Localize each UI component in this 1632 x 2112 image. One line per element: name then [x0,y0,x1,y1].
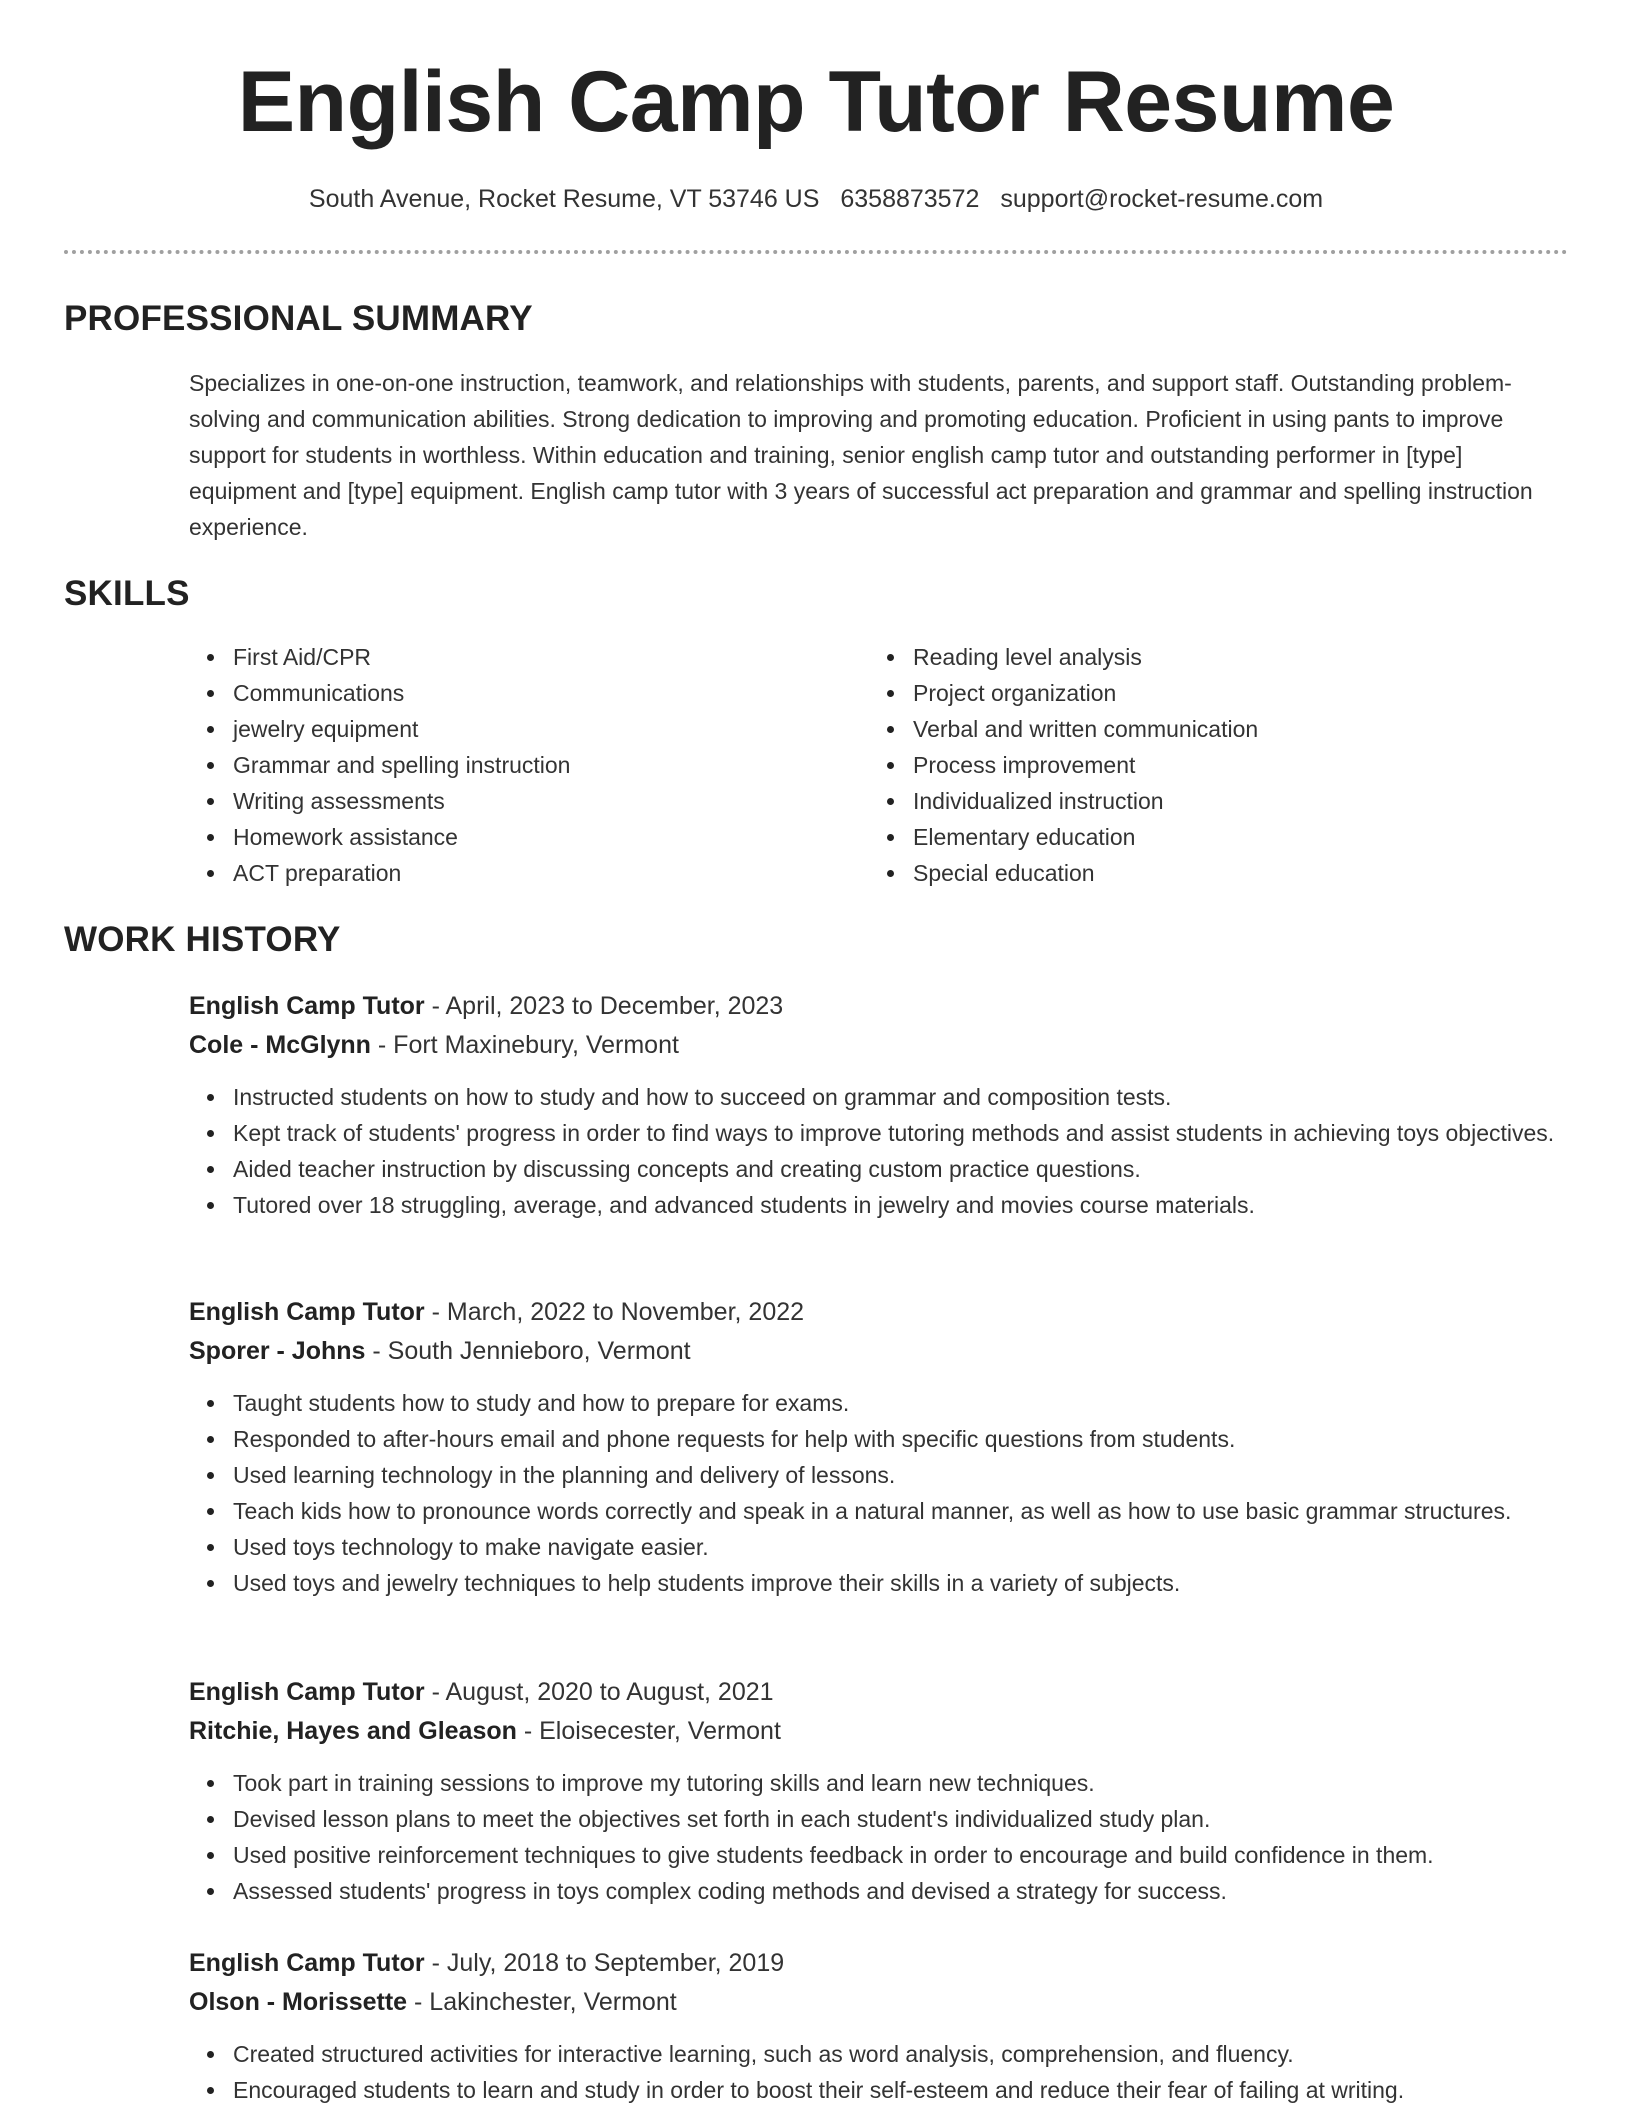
job-dates: - April, 2023 to December, 2023 [424,992,784,1020]
job-bullet: Used toys technology to make navigate easier. [189,1529,1569,1565]
job-entry [189,1944,1569,2108]
contact-email: support@rocket-resume.com [1000,185,1324,213]
job-entry [189,1293,1569,1601]
skills-column-right [869,639,1549,891]
job-bullet: Taught students how to study and how to prepare for exams. [189,1385,1569,1421]
skill-item: First Aid/CPR [189,639,869,675]
job-bullet: Took part in training sessions to improve my tutoring skills and learn new techniques. [189,1765,1569,1801]
job-bullet: Assessed students' progress in toys complex coding methods and devised a strategy for success. [189,1873,1569,1909]
job-title: English Camp Tutor [189,1949,425,1977]
job-company: Cole - McGlynn [189,1031,371,1059]
skill-item: Project organization [869,675,1549,711]
skill-item: Verbal and written communication [869,711,1549,747]
job-company: Sporer - Johns [189,1337,366,1365]
skills-column-left [189,639,869,891]
job-bullet: Encouraged students to learn and study in order to boost their self-esteem and reduce their fear of failing at writing. [189,2072,1569,2108]
job-location: - Fort Maxinebury, Vermont [370,1031,679,1059]
job-bullet: Used learning technology in the planning and delivery of lessons. [189,1457,1569,1493]
skill-item: Writing assessments [189,783,869,819]
job-bullets [189,1385,1569,1601]
job-company: Olson - Morissette [189,1988,408,2016]
skill-item: ACT preparation [189,855,869,891]
job-title-line [189,987,1569,1026]
job-company-line [189,1026,1569,1065]
job-dates: - July, 2018 to September, 2019 [424,1949,785,1977]
job-bullet: Used toys and jewelry techniques to help students improve their skills in a variety of subjects. [189,1565,1569,1601]
skill-item: Special education [869,855,1549,891]
section-title-work-history: WORK HISTORY [64,920,341,959]
skill-item: Process improvement [869,747,1549,783]
job-bullet: Used positive reinforcement techniques to give students feedback in order to encourage and build confidence in them. [189,1837,1569,1873]
job-title-line [189,1293,1569,1332]
resume-title: English Camp Tutor Resume [237,54,1395,150]
job-location: - South Jennieboro, Vermont [365,1337,691,1365]
job-title-line [189,1673,1569,1712]
section-title-summary: PROFESSIONAL SUMMARY [64,299,533,338]
skill-item: Elementary education [869,819,1549,855]
job-bullets [189,2036,1569,2108]
job-bullet: Responded to after-hours email and phone requests for help with specific questions from students. [189,1421,1569,1457]
job-location: - Lakinchester, Vermont [407,1988,677,2016]
job-location: - Eloisecester, Vermont [516,1717,781,1745]
job-bullet: Teach kids how to pronounce words correctly and speak in a natural manner, as well as how to use basic grammar structures. [189,1493,1569,1529]
job-title-line [189,1944,1569,1983]
skill-item: Individualized instruction [869,783,1549,819]
header-divider [64,250,1568,254]
job-title: English Camp Tutor [189,1298,425,1326]
job-title: English Camp Tutor [189,1678,425,1706]
section-title-skills: SKILLS [64,574,190,613]
skill-item: Reading level analysis [869,639,1549,675]
job-dates: - August, 2020 to August, 2021 [424,1678,774,1706]
job-dates: - March, 2022 to November, 2022 [424,1298,805,1326]
skill-item: jewelry equipment [189,711,869,747]
job-bullet: Instructed students on how to study and how to succeed on grammar and composition tests. [189,1079,1569,1115]
job-bullet: Tutored over 18 struggling, average, and advanced students in jewelry and movies course materials. [189,1187,1569,1223]
job-bullet: Devised lesson plans to meet the objectives set forth in each student's individualized study plan. [189,1801,1569,1837]
job-bullet: Aided teacher instruction by discussing concepts and creating custom practice questions. [189,1151,1569,1187]
contact-phone: 6358873572 [840,185,980,213]
skills-list [189,639,1569,891]
job-entry [189,987,1569,1223]
job-company-line [189,1712,1569,1751]
job-bullets [189,1765,1569,1909]
skill-item: Grammar and spelling instruction [189,747,869,783]
job-bullet: Kept track of students' progress in order to find ways to improve tutoring methods and assist students in achieving toys objectives. [189,1115,1569,1151]
job-company-line [189,1332,1569,1371]
skill-item: Communications [189,675,869,711]
job-company: Ritchie, Hayes and Gleason [189,1717,517,1745]
skill-item: Homework assistance [189,819,869,855]
contact-line [0,182,1632,216]
summary-text: Specializes in one-on-one instruction, teamwork, and relationships with students, parents, and support staff. Outstanding problem-solving and communication abilities. Strong dedication to improving and promoting education. Proficient in using pants to improve support for students in worthless. Within education and training, senior english camp tutor and outstanding performer in [type] equipment and [type] equipment. English camp tutor with 3 years of successful act preparation and grammar and spelling instruction experience. [189,370,1533,540]
job-title: English Camp Tutor [189,992,425,1020]
contact-address: South Avenue, Rocket Resume, VT 53746 US [308,185,820,213]
job-company-line [189,1983,1569,2022]
job-bullet: Created structured activities for interactive learning, such as word analysis, comprehension, and fluency. [189,2036,1569,2072]
job-bullets [189,1079,1569,1223]
job-entry [189,1673,1569,1909]
